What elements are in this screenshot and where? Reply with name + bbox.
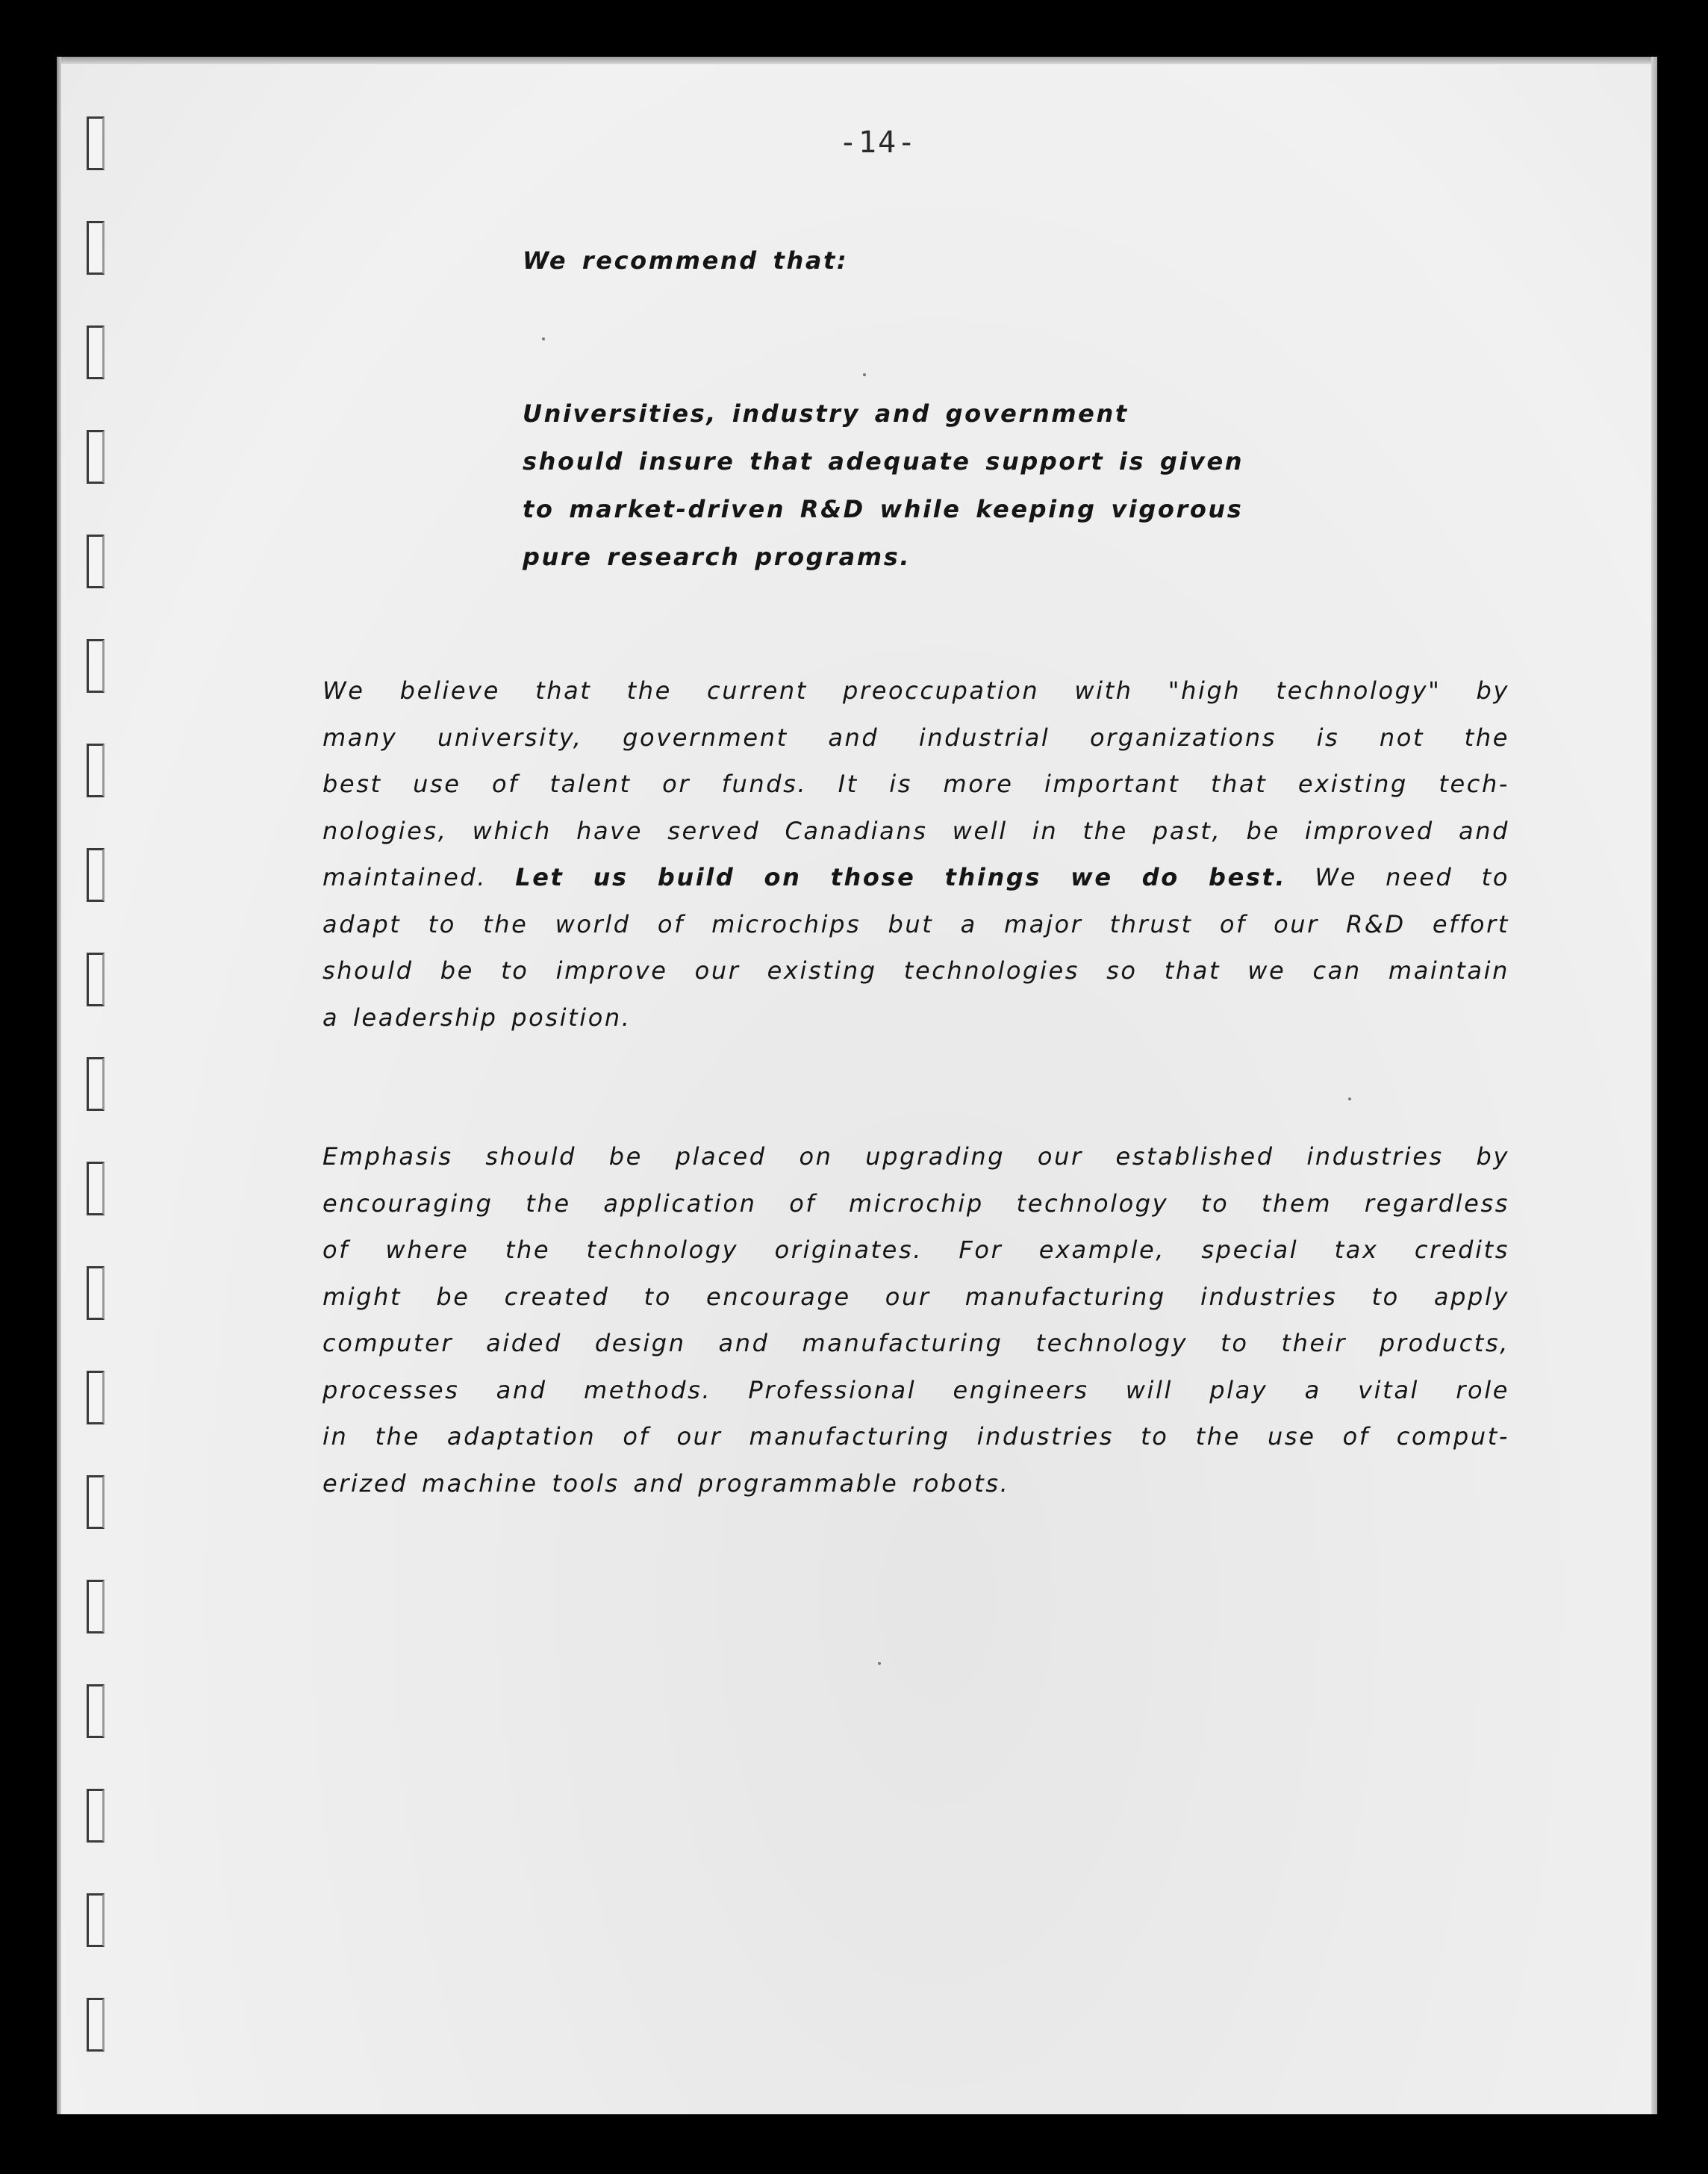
binding-hole bbox=[87, 535, 105, 588]
recommendation-block bbox=[523, 390, 1314, 581]
emphasis-text: Let us build on those things we do best. bbox=[515, 863, 1287, 891]
paragraph-line: computer aided design and manufacturing technology to their products, bbox=[322, 1329, 1509, 1357]
paragraph-line: best use of talent or funds. It is more important that existing tech- bbox=[322, 770, 1509, 798]
binding-hole bbox=[87, 221, 105, 275]
binding-hole bbox=[87, 116, 105, 170]
binding-holes bbox=[57, 57, 116, 2114]
paragraph-line: processes and methods. Professional engineers will play a vital role bbox=[322, 1375, 1509, 1404]
paper-top-edge bbox=[57, 57, 1657, 64]
paragraph-line: a leadership position. bbox=[322, 1003, 632, 1032]
recommendation-lead: We recommend that: bbox=[523, 246, 849, 275]
binding-hole bbox=[87, 639, 105, 693]
binding-hole bbox=[87, 1371, 105, 1424]
binding-hole bbox=[87, 430, 105, 484]
paragraph-line: nologies, which have served Canadians well in the past, be improved and bbox=[322, 816, 1509, 845]
paragraph-line: many university, government and industrial organizations is not the bbox=[322, 723, 1509, 752]
page-number: -14- bbox=[838, 125, 917, 160]
binding-hole bbox=[87, 1057, 105, 1111]
scan-speck bbox=[1348, 1097, 1351, 1100]
line-text: We need to bbox=[1315, 863, 1509, 891]
recommendation-line: pure research programs. bbox=[523, 543, 911, 571]
paragraph-line: in the adaptation of our manufacturing industries to the use of comput- bbox=[322, 1422, 1509, 1451]
scan-speck bbox=[542, 337, 545, 340]
binding-hole bbox=[87, 326, 105, 379]
paragraph-line: should be to improve our existing technologies so that we can maintain bbox=[322, 956, 1509, 985]
recommendation-line: should insure that adequate support is given bbox=[523, 447, 1244, 476]
binding-hole bbox=[87, 1162, 105, 1215]
paragraph-line: might be created to encourage our manufacturing industries to apply bbox=[322, 1282, 1509, 1311]
line-text: maintained. bbox=[322, 863, 487, 891]
binding-hole bbox=[87, 744, 105, 797]
binding-hole bbox=[87, 1789, 105, 1843]
paragraph-line: Emphasis should be placed on upgrading our established industries by bbox=[322, 1142, 1509, 1171]
document-page bbox=[57, 57, 1657, 2114]
paper-right-edge bbox=[1651, 57, 1657, 2114]
binding-hole bbox=[87, 1893, 105, 1947]
paragraph-line: We believe that the current preoccupation with "high technology" by bbox=[322, 676, 1509, 705]
paragraph-line: encouraging the application of microchip technology to them regardless bbox=[322, 1189, 1509, 1218]
binding-hole bbox=[87, 953, 105, 1006]
paragraph-emphasis-upgrading bbox=[322, 1133, 1509, 1507]
binding-hole bbox=[87, 1684, 105, 1738]
binding-hole bbox=[87, 1475, 105, 1529]
paragraph-high-technology bbox=[322, 667, 1509, 1041]
recommendation-line: to market-driven R&D while keeping vigorous bbox=[523, 495, 1244, 523]
scan-speck bbox=[863, 373, 866, 376]
binding-hole bbox=[87, 1266, 105, 1320]
recommendation-line: Universities, industry and government bbox=[523, 399, 1129, 428]
binding-hole bbox=[87, 1580, 105, 1633]
paragraph-line: adapt to the world of microchips but a major thrust of our R&D effort bbox=[322, 909, 1509, 938]
binding-hole bbox=[87, 1998, 105, 2052]
scan-speck bbox=[878, 1662, 881, 1665]
binding-hole bbox=[87, 848, 105, 902]
paragraph-line: of where the technology originates. For example, special tax credits bbox=[322, 1236, 1509, 1264]
paragraph-line: erized machine tools and programmable robots. bbox=[322, 1468, 1010, 1498]
paragraph-line-emphasis bbox=[322, 854, 1509, 901]
